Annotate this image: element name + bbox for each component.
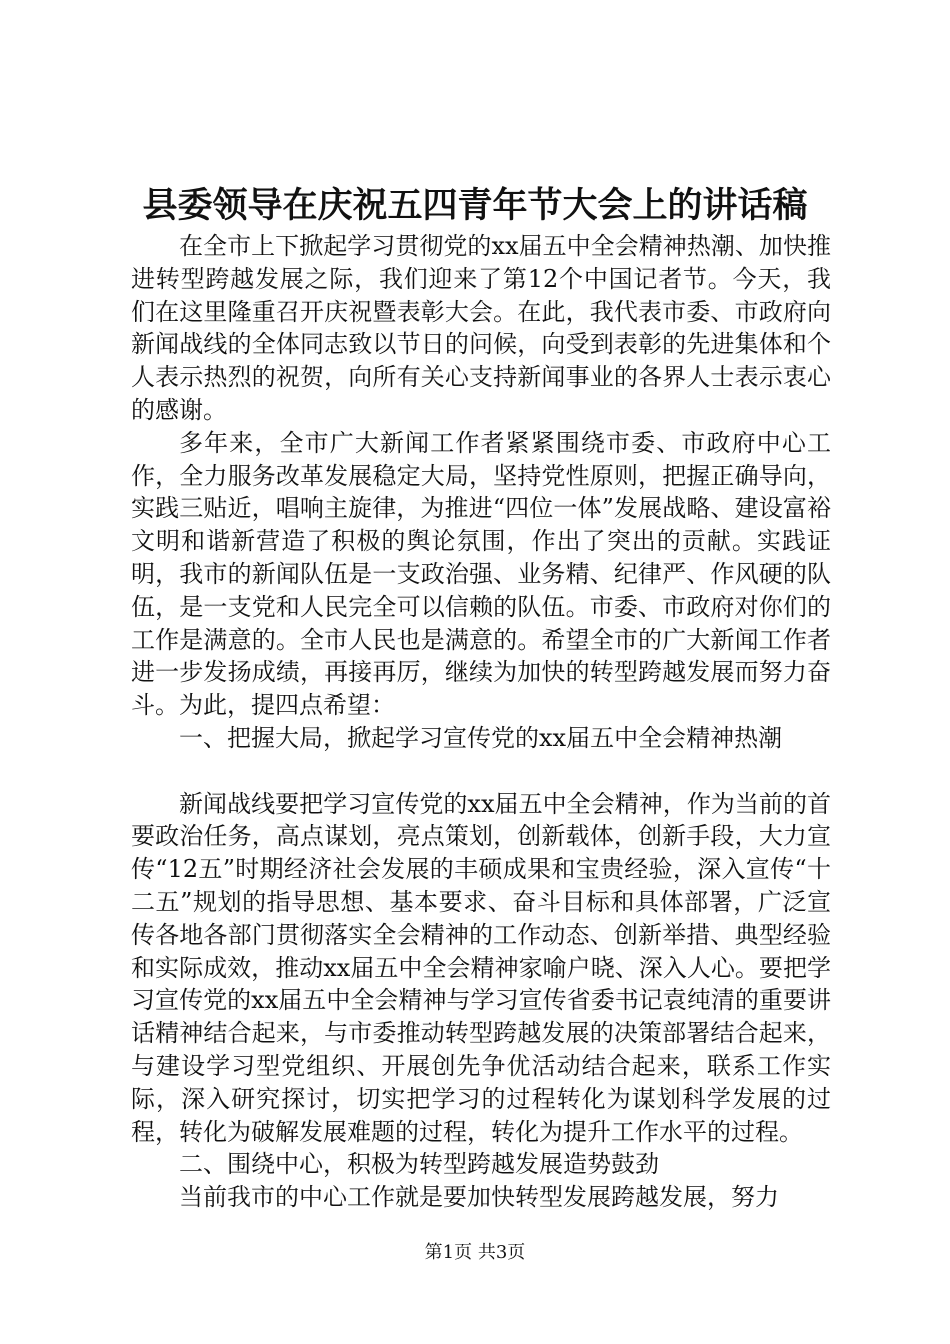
section-heading-1: 一、把握大局，掀起学习宣传党的xx届五中全会精神热潮 (179, 723, 783, 752)
paragraph-achievements: 多年来，全市广大新闻工作者紧紧围绕市委、市政府中心工作，全力服务改革发展稳定大局，坚持党性原则，把握正确导向，实践三贴近，唱响主旋律，为推进“四位一体”发展战略、建设富裕文明和谐新营造了积极的舆论氛围，作出了突出的贡献。实践证明，我市的新闻队伍是一支政治强、业务精、纪律严、作风硬的队伍，是一支党和人民完全可以信赖的队伍。市委、市政府对你们的工作是满意的。全市人民也是满意的。希望全市的广大新闻工作者进一步发扬成绩，再接再厉，继续为加快的转型跨越发展而努力奋斗。为此，提四点希望： (131, 428, 831, 720)
paragraph-intro: 在全市上下掀起学习贯彻党的xx届五中全会精神热潮、加快推进转型跨越发展之际，我们迎来了第12个中国记者节。今天，我们在这里隆重召开庆祝暨表彰大会。在此，我代表市委、市政府向新闻战线的全体同志致以节日的问候，向受到表彰的先进集体和个人表示热烈的祝贺，向所有关心支持新闻事业的各界人士表示衷心的感谢。 (131, 232, 831, 424)
paragraph-section-2: 当前我市的中心工作就是要加快转型发展跨越发展，努力 (179, 1183, 779, 1212)
document-title: 县委领导在庆祝五四青年节大会上的讲话稿 (142, 185, 808, 226)
section-heading-2: 二、围绕中心，积极为转型跨越发展造势鼓劲 (179, 1150, 659, 1179)
blank-line (131, 755, 831, 788)
page-number-footer: 第1页 共3页 (424, 1242, 526, 1263)
document-body (131, 230, 831, 1214)
paragraph-section-1: 新闻战线要把学习宣传党的xx届五中全会精神，作为当前的首要政治任务，高点谋划，亮点策划，创新载体，创新手段，大力宣传“12五”时期经济社会发展的丰硕成果和宝贵经验，深入宣传“十二五”规划的指导思想、基本要求、奋斗目标和具体部署，广泛宣传各地各部门贯彻落实全会精神的工作动态、创新举措、典型经验和实际成效，推动xx届五中全会精神家喻户晓、深入人心。要把学习宣传党的xx届五中全会精神与学习宣传省委书记袁纯清的重要讲话精神结合起来，与市委推动转型跨越发展的决策部署结合起来，与建设学习型党组织、开展创先争优活动结合起来，联系工作实际，深入研究探讨，切实把学习的过程转化为谋划科学发展的过程，转化为破解发展难题的过程，转化为提升工作水平的过程。 (131, 789, 831, 1146)
